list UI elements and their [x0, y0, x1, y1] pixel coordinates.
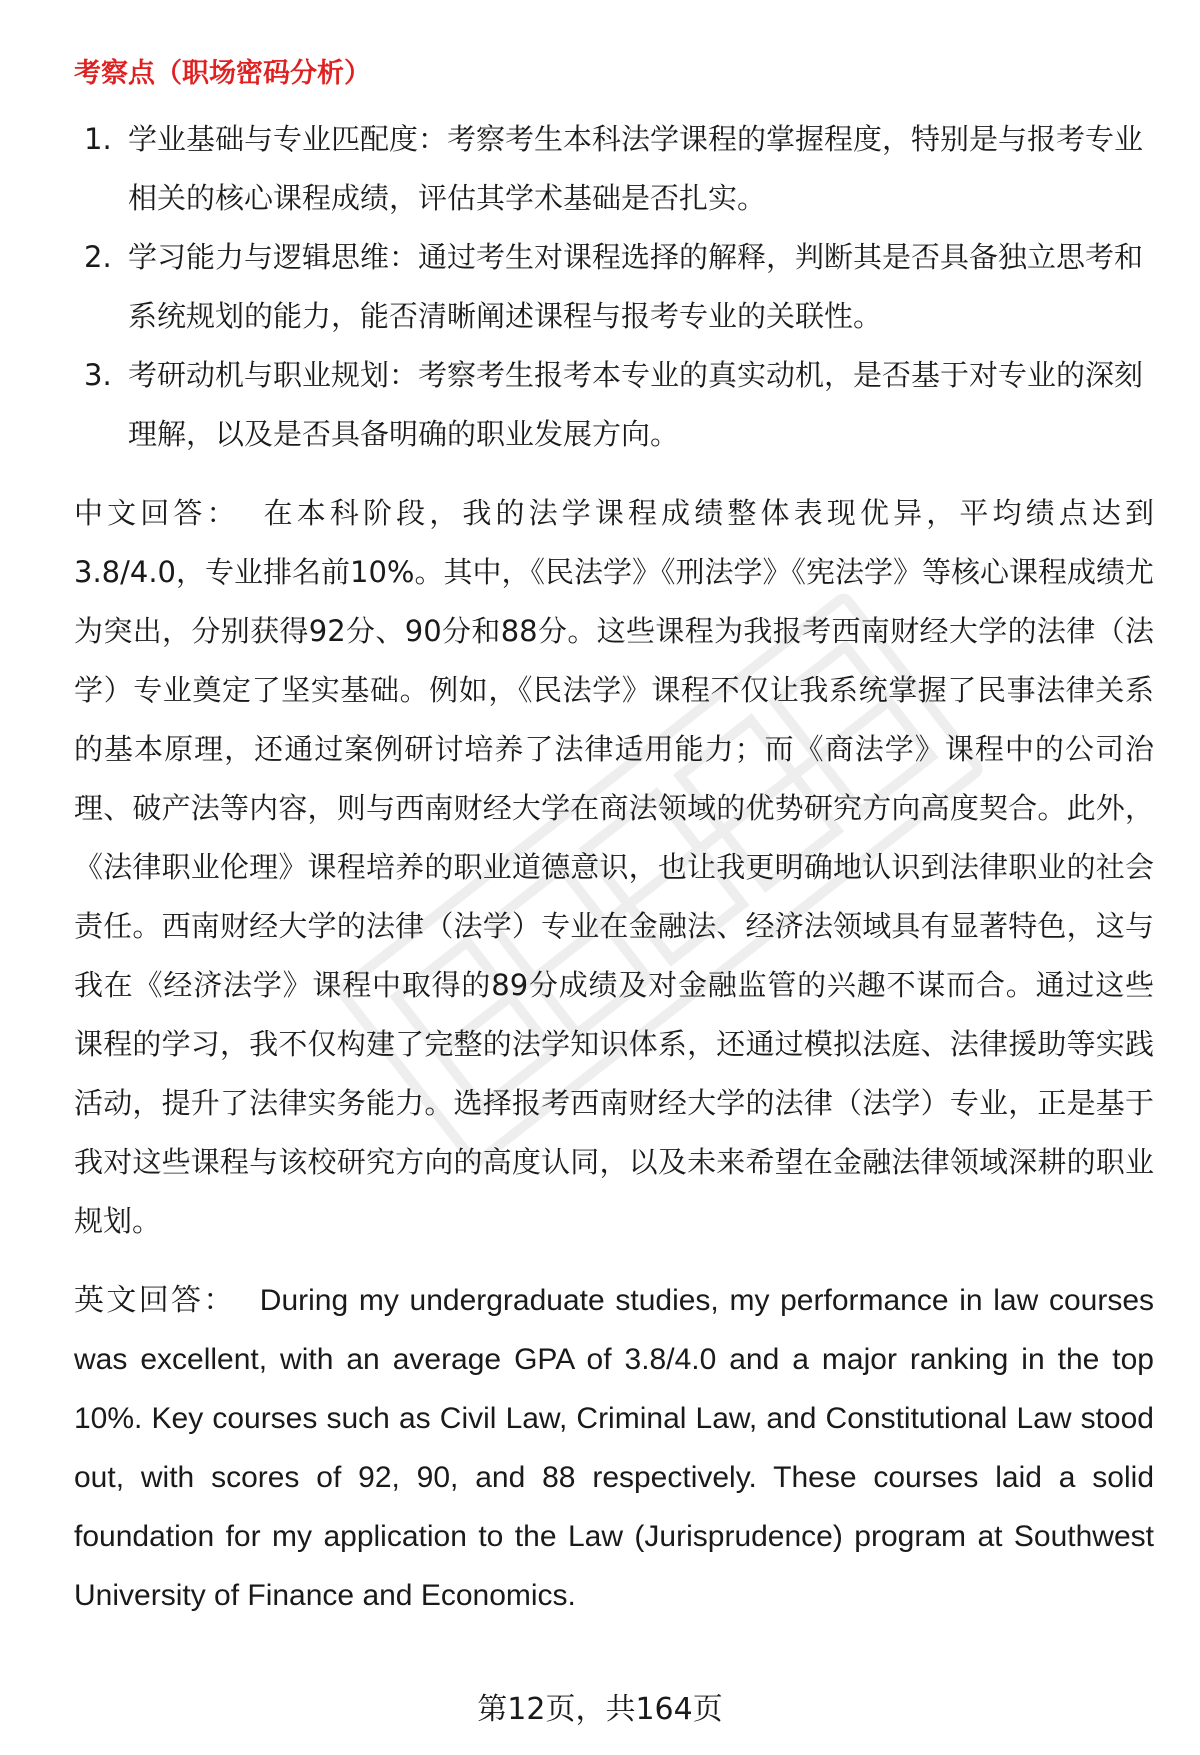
english-answer — [74, 1271, 1154, 1625]
list-item — [74, 110, 1154, 228]
english-answer-label: 英文回答： — [74, 1284, 236, 1317]
list-number: 3. — [84, 358, 112, 392]
english-answer-text: During my undergraduate studies, my performance in law courses was excellent, with an average GPA of 3.8/4.0 and a major ranking in the top 10%. Key courses such as Civil Law, Criminal Law, and Constitutional Law stood out, with scores of 92, 90, and 88 respectively. These courses laid a solid foundation for my application to the Law (Jurisprudence) program at Southwest University of Finance and Economics. — [74, 1284, 1155, 1612]
page-number: 第12页，共164页 — [477, 1692, 723, 1727]
list-item-text: 考研动机与职业规划：考察考生报考本专业的真实动机，是否基于对专业的深刻理解，以及是否具备明确的职业发展方向。 — [128, 358, 1144, 451]
chinese-answer — [74, 484, 1154, 1251]
points-list — [74, 110, 1154, 464]
section-title: 考察点（职场密码分析） — [74, 58, 371, 89]
list-item-text: 学习能力与逻辑思维：通过考生对课程选择的解释，判断其是否具备独立思考和系统规划的能力，能否清晰阐述课程与报考专业的关联性。 — [128, 240, 1144, 333]
list-item-text: 学业基础与专业匹配度：考察考生本科法学课程的掌握程度，特别是与报考专业相关的核心课程成绩，评估其学术基础是否扎实。 — [128, 122, 1144, 215]
content — [74, 54, 1154, 1625]
chinese-answer-label: 中文回答： — [74, 496, 240, 530]
list-item — [74, 228, 1154, 346]
list-number: 1. — [84, 122, 112, 156]
chinese-answer-text: 在本科阶段，我的法学课程成绩整体表现优异，平均绩点达到3.8/4.0，专业排名前10%。其中，《民法学》《刑法学》《宪法学》等核心课程成绩尤为突出，分别获得92分、90分和88分。这些课程为我报考西南财经大学的法律（法学）专业奠定了坚实基础。例如，《民法学》课程不仅让我系统掌握了民事法律关系的基本原理，还通过案例研讨培养了法律适用能力；而《商法学》课程中的公司治理、破产法等内容，则与西南财经大学在商法领域的优势研究方向高度契合。此外，《法律职业伦理》课程培养的职业道德意识，也让我更明确地认识到法律职业的社会责任。西南财经大学的法律（法学）专业在金融法、经济法领域具有显著特色，这与我在《经济法学》课程中取得的89分成绩及对金融监管的兴趣不谋而合。通过这些课程的学习，我不仅构建了完整的法学知识体系，还通过模拟法庭、法律援助等实践活动，提升了法律实务能力。选择报考西南财经大学的法律（法学）专业，正是基于我对这些课程与该校研究方向的高度认同，以及未来希望在金融法律领域深耕的职业规划。 — [74, 496, 1154, 1238]
list-item — [74, 346, 1154, 464]
list-number: 2. — [84, 240, 112, 274]
